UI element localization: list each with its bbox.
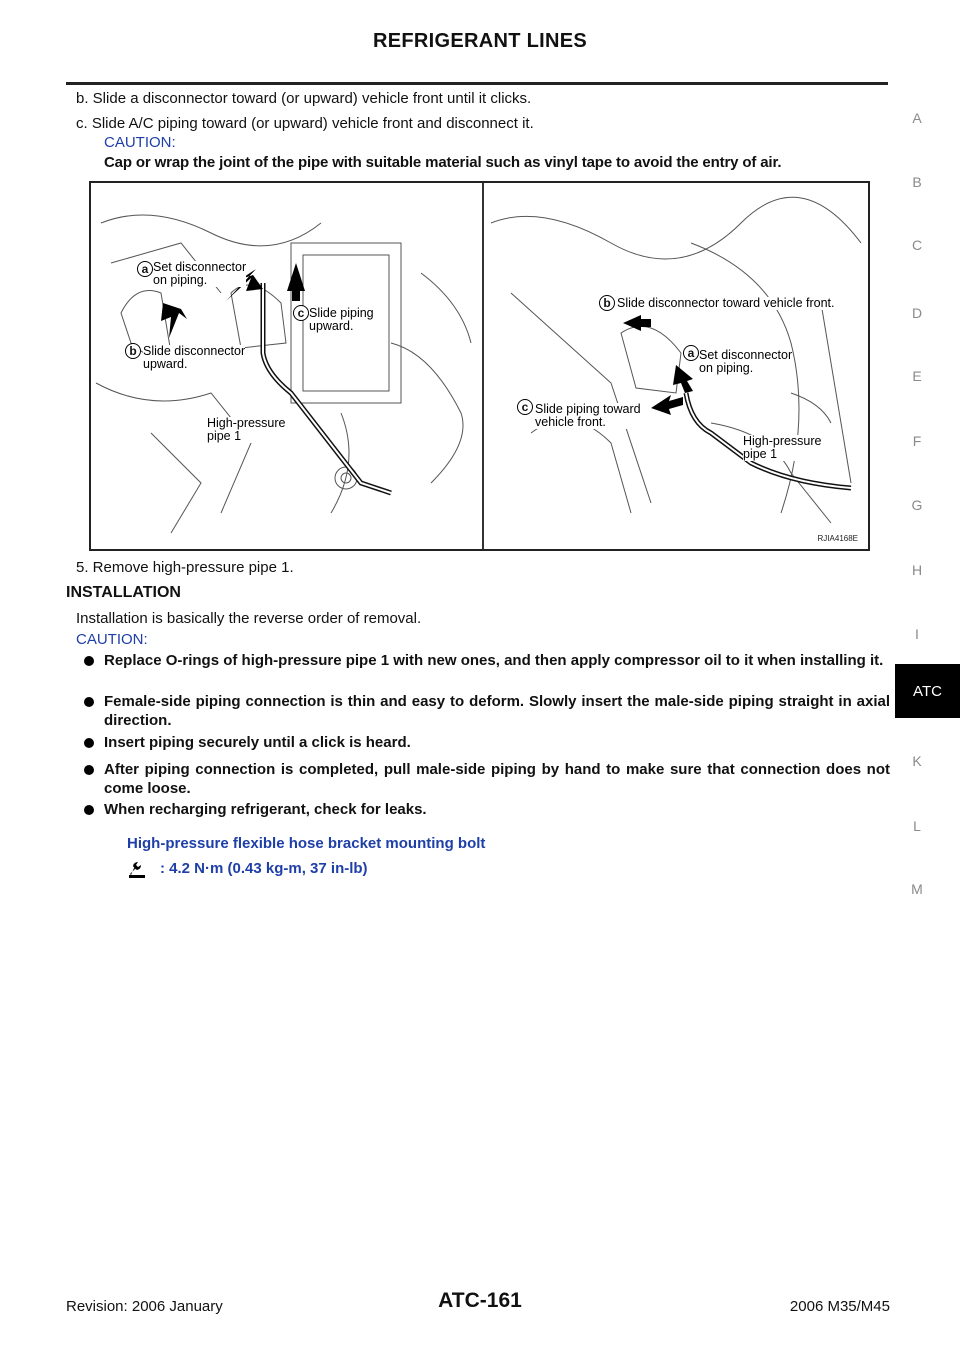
callout-b-left-text: Slide disconnector upward. bbox=[143, 344, 246, 371]
header-rule bbox=[66, 82, 888, 85]
side-index-a[interactable]: A bbox=[912, 110, 922, 126]
side-index-l[interactable]: L bbox=[913, 818, 921, 834]
caution-bullet-4: After piping connection is completed, pull male-side piping by hand to make sure that connection does not come loose. bbox=[104, 761, 890, 797]
step-5: 5. Remove high-pressure pipe 1. bbox=[76, 559, 294, 576]
bullet-dot bbox=[84, 697, 94, 707]
step-c: c. Slide A/C piping toward (or upward) vehicle front and disconnect it. bbox=[76, 115, 534, 132]
side-index-c[interactable]: C bbox=[911, 237, 923, 253]
side-index-atc-active[interactable]: ATC bbox=[895, 664, 960, 718]
torque-wrench-icon bbox=[126, 858, 148, 880]
callout-c-right-badge: c bbox=[517, 399, 533, 415]
procedure-figure bbox=[89, 181, 870, 551]
torque-value: : 4.2 N·m (0.43 kg-m, 37 in-lb) bbox=[160, 860, 368, 877]
installation-heading: INSTALLATION bbox=[66, 584, 181, 601]
step-b: b. Slide a disconnector toward (or upward) vehicle front until it clicks. bbox=[76, 90, 532, 107]
side-index-h[interactable]: H bbox=[911, 562, 923, 578]
caution-bullet-3: Insert piping securely until a click is heard. bbox=[104, 734, 411, 751]
callout-b-left-badge: b bbox=[125, 343, 141, 359]
callout-c-left-badge: c bbox=[293, 305, 309, 321]
side-index-b[interactable]: B bbox=[912, 174, 922, 190]
callout-a-right-text: Set disconnector on piping. bbox=[699, 348, 793, 375]
bullet-dot bbox=[84, 765, 94, 775]
bullet-dot bbox=[84, 805, 94, 815]
side-index-f[interactable]: F bbox=[912, 433, 922, 449]
figure-divider bbox=[482, 183, 484, 549]
footer-page-number: ATC-161 bbox=[438, 1289, 522, 1312]
side-index-i[interactable]: I bbox=[915, 626, 919, 642]
side-index-m[interactable]: M bbox=[911, 881, 923, 897]
callout-b-right-badge: b bbox=[599, 295, 615, 311]
page-title: REFRIGERANT LINES bbox=[373, 30, 587, 52]
side-index-k[interactable]: K bbox=[912, 753, 922, 769]
caution-text: Cap or wrap the joint of the pipe with suitable material such as vinyl tape to avoid the entry of air. bbox=[104, 154, 782, 171]
bullet-dot bbox=[84, 738, 94, 748]
bullet-dot bbox=[84, 656, 94, 666]
footer-model: 2006 M35/M45 bbox=[789, 1298, 890, 1315]
side-index-g[interactable]: G bbox=[911, 497, 923, 513]
caution-bullet-2: Female-side piping connection is thin and easy to deform. Slowly insert the male-side piping straight in axial direction. bbox=[104, 693, 890, 729]
torque-title: High-pressure flexible hose bracket mounting bolt bbox=[127, 835, 486, 852]
installation-caution-label: CAUTION: bbox=[76, 631, 148, 648]
footer-revision: Revision: 2006 January bbox=[66, 1298, 223, 1315]
callout-c-left-text: Slide piping upward. bbox=[309, 306, 374, 333]
callout-b-right-text: Slide disconnector toward vehicle front. bbox=[617, 296, 835, 310]
caution-bullet-1: Replace O-rings of high-pressure pipe 1 with new ones, and then apply compressor oil to it when installing it. bbox=[104, 652, 884, 669]
pipe-label-left: High-pressure pipe 1 bbox=[207, 416, 286, 443]
installation-intro: Installation is basically the reverse order of removal. bbox=[76, 610, 422, 627]
side-index-d[interactable]: D bbox=[911, 305, 923, 321]
caution-bullet-5: When recharging refrigerant, check for leaks. bbox=[104, 801, 427, 818]
callout-a-left-badge: a bbox=[137, 261, 153, 277]
figure-id: RJIA4168E bbox=[817, 534, 858, 543]
caution-label: CAUTION: bbox=[104, 134, 176, 151]
callout-a-right-badge: a bbox=[683, 345, 699, 361]
pipe-label-right: High-pressure pipe 1 bbox=[743, 434, 822, 461]
callout-c-right-text: Slide piping toward vehicle front. bbox=[535, 402, 641, 429]
side-index-e[interactable]: E bbox=[912, 368, 922, 384]
callout-a-left-text: Set disconnector on piping. bbox=[153, 260, 247, 287]
